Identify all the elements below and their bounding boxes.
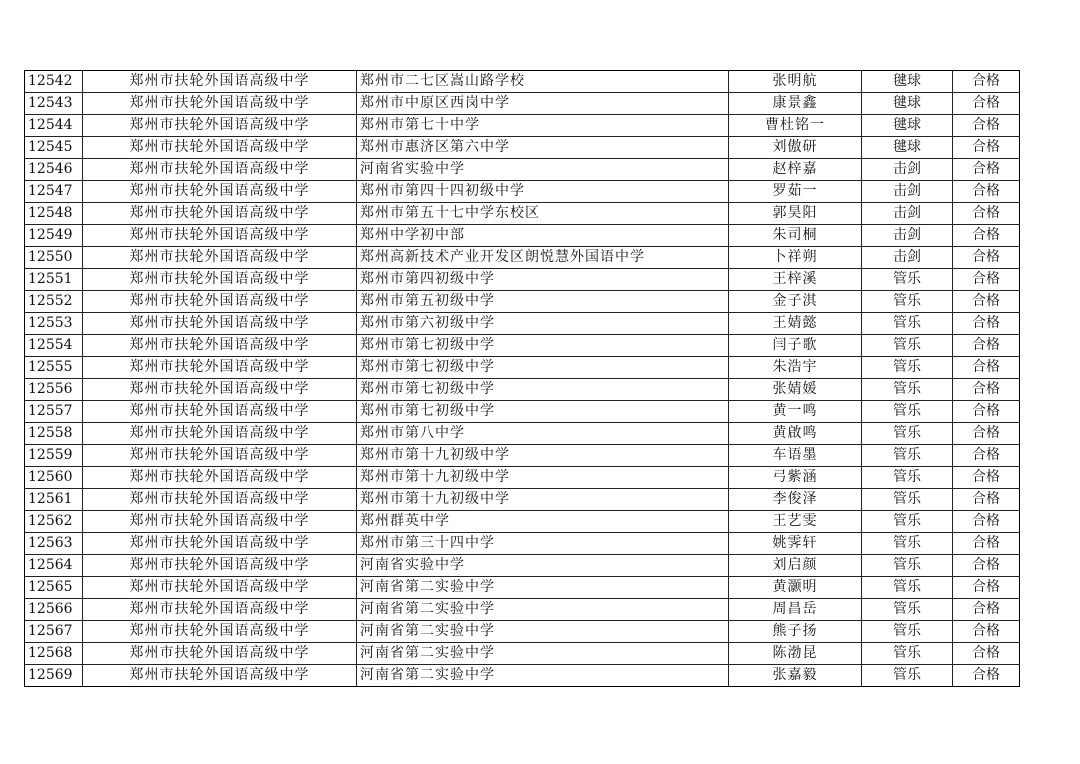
specialty-cell: 管乐	[862, 269, 953, 291]
student-name-cell: 郭昊阳	[729, 203, 862, 225]
specialty-cell: 毽球	[862, 115, 953, 137]
admitting-school-cell: 郑州市扶轮外国语高级中学	[83, 467, 357, 489]
student-id-cell: 12567	[25, 621, 83, 643]
result-cell: 合格	[953, 93, 1020, 115]
table-row	[25, 159, 1020, 181]
student-id-cell: 12556	[25, 379, 83, 401]
origin-school-cell: 河南省实验中学	[357, 159, 729, 181]
origin-school-cell: 郑州市惠济区第六中学	[357, 137, 729, 159]
specialty-cell: 管乐	[862, 445, 953, 467]
result-cell: 合格	[953, 445, 1020, 467]
student-id-cell: 12568	[25, 643, 83, 665]
admitting-school-cell: 郑州市扶轮外国语高级中学	[83, 621, 357, 643]
student-id-cell: 12550	[25, 247, 83, 269]
origin-school-cell: 郑州市第七初级中学	[357, 401, 729, 423]
student-name-cell: 周昌岳	[729, 599, 862, 621]
admitting-school-cell: 郑州市扶轮外国语高级中学	[83, 159, 357, 181]
student-id-cell: 12560	[25, 467, 83, 489]
admitting-school-cell: 郑州市扶轮外国语高级中学	[83, 599, 357, 621]
table-row	[25, 225, 1020, 247]
specialty-cell: 管乐	[862, 423, 953, 445]
specialty-cell: 击剑	[862, 203, 953, 225]
student-name-cell: 曹杜铭一	[729, 115, 862, 137]
admitting-school-cell: 郑州市扶轮外国语高级中学	[83, 247, 357, 269]
student-name-cell: 刘启颜	[729, 555, 862, 577]
student-name-cell: 黄灏明	[729, 577, 862, 599]
student-id-cell: 12548	[25, 203, 83, 225]
table-row	[25, 621, 1020, 643]
table-row	[25, 335, 1020, 357]
table-row	[25, 71, 1020, 93]
student-name-cell: 赵梓嘉	[729, 159, 862, 181]
result-cell: 合格	[953, 71, 1020, 93]
student-id-cell: 12559	[25, 445, 83, 467]
table-row	[25, 489, 1020, 511]
origin-school-cell: 郑州群英中学	[357, 511, 729, 533]
table-row	[25, 269, 1020, 291]
admitting-school-cell: 郑州市扶轮外国语高级中学	[83, 225, 357, 247]
result-cell: 合格	[953, 379, 1020, 401]
table-row	[25, 665, 1020, 687]
origin-school-cell: 河南省第二实验中学	[357, 665, 729, 687]
result-cell: 合格	[953, 555, 1020, 577]
table-row	[25, 203, 1020, 225]
admitting-school-cell: 郑州市扶轮外国语高级中学	[83, 357, 357, 379]
roster-table	[24, 70, 1020, 687]
specialty-cell: 管乐	[862, 357, 953, 379]
student-id-cell: 12562	[25, 511, 83, 533]
origin-school-cell: 河南省第二实验中学	[357, 643, 729, 665]
specialty-cell: 击剑	[862, 247, 953, 269]
origin-school-cell: 郑州市第五初级中学	[357, 291, 729, 313]
admitting-school-cell: 郑州市扶轮外国语高级中学	[83, 181, 357, 203]
origin-school-cell: 郑州市第七初级中学	[357, 379, 729, 401]
specialty-cell: 毽球	[862, 71, 953, 93]
admitting-school-cell: 郑州市扶轮外国语高级中学	[83, 379, 357, 401]
specialty-cell: 管乐	[862, 489, 953, 511]
table-row	[25, 445, 1020, 467]
origin-school-cell: 郑州市第七初级中学	[357, 357, 729, 379]
result-cell: 合格	[953, 511, 1020, 533]
result-cell: 合格	[953, 621, 1020, 643]
specialty-cell: 管乐	[862, 313, 953, 335]
result-cell: 合格	[953, 401, 1020, 423]
specialty-cell: 毽球	[862, 137, 953, 159]
specialty-cell: 管乐	[862, 511, 953, 533]
table-row	[25, 313, 1020, 335]
student-id-cell: 12569	[25, 665, 83, 687]
admitting-school-cell: 郑州市扶轮外国语高级中学	[83, 555, 357, 577]
origin-school-cell: 郑州市第七十中学	[357, 115, 729, 137]
table-row	[25, 401, 1020, 423]
student-name-cell: 闫子歌	[729, 335, 862, 357]
result-cell: 合格	[953, 533, 1020, 555]
specialty-cell: 管乐	[862, 621, 953, 643]
origin-school-cell: 郑州市中原区西岗中学	[357, 93, 729, 115]
student-id-cell: 12554	[25, 335, 83, 357]
admitting-school-cell: 郑州市扶轮外国语高级中学	[83, 137, 357, 159]
student-id-cell: 12544	[25, 115, 83, 137]
student-id-cell: 12543	[25, 93, 83, 115]
table-row	[25, 357, 1020, 379]
origin-school-cell: 郑州中学初中部	[357, 225, 729, 247]
specialty-cell: 管乐	[862, 643, 953, 665]
student-name-cell: 王艺雯	[729, 511, 862, 533]
admitting-school-cell: 郑州市扶轮外国语高级中学	[83, 71, 357, 93]
student-name-cell: 弓紫涵	[729, 467, 862, 489]
admitting-school-cell: 郑州市扶轮外国语高级中学	[83, 401, 357, 423]
student-id-cell: 12542	[25, 71, 83, 93]
admitting-school-cell: 郑州市扶轮外国语高级中学	[83, 93, 357, 115]
admitting-school-cell: 郑州市扶轮外国语高级中学	[83, 269, 357, 291]
admitting-school-cell: 郑州市扶轮外国语高级中学	[83, 533, 357, 555]
table-row	[25, 511, 1020, 533]
specialty-cell: 管乐	[862, 401, 953, 423]
student-id-cell: 12566	[25, 599, 83, 621]
student-name-cell: 罗茹一	[729, 181, 862, 203]
student-id-cell: 12555	[25, 357, 83, 379]
origin-school-cell: 郑州市第十九初级中学	[357, 445, 729, 467]
result-cell: 合格	[953, 203, 1020, 225]
result-cell: 合格	[953, 489, 1020, 511]
admitting-school-cell: 郑州市扶轮外国语高级中学	[83, 445, 357, 467]
result-cell: 合格	[953, 291, 1020, 313]
admitting-school-cell: 郑州市扶轮外国语高级中学	[83, 665, 357, 687]
student-name-cell: 熊子扬	[729, 621, 862, 643]
specialty-cell: 管乐	[862, 555, 953, 577]
specialty-cell: 管乐	[862, 291, 953, 313]
table-row	[25, 423, 1020, 445]
student-id-cell: 12558	[25, 423, 83, 445]
student-id-cell: 12561	[25, 489, 83, 511]
result-cell: 合格	[953, 599, 1020, 621]
origin-school-cell: 郑州市二七区嵩山路学校	[357, 71, 729, 93]
origin-school-cell: 郑州市第十九初级中学	[357, 489, 729, 511]
student-id-cell: 12551	[25, 269, 83, 291]
result-cell: 合格	[953, 313, 1020, 335]
specialty-cell: 管乐	[862, 665, 953, 687]
result-cell: 合格	[953, 665, 1020, 687]
specialty-cell: 毽球	[862, 93, 953, 115]
origin-school-cell: 河南省第二实验中学	[357, 599, 729, 621]
student-name-cell: 康景鑫	[729, 93, 862, 115]
admitting-school-cell: 郑州市扶轮外国语高级中学	[83, 643, 357, 665]
student-id-cell: 12546	[25, 159, 83, 181]
student-name-cell: 张嘉毅	[729, 665, 862, 687]
result-cell: 合格	[953, 269, 1020, 291]
student-id-cell: 12564	[25, 555, 83, 577]
student-name-cell: 卜祥朔	[729, 247, 862, 269]
specialty-cell: 管乐	[862, 335, 953, 357]
student-id-cell: 12552	[25, 291, 83, 313]
student-id-cell: 12545	[25, 137, 83, 159]
origin-school-cell: 河南省第二实验中学	[357, 577, 729, 599]
result-cell: 合格	[953, 357, 1020, 379]
result-cell: 合格	[953, 115, 1020, 137]
origin-school-cell: 郑州市第三十四中学	[357, 533, 729, 555]
roster-body	[25, 71, 1020, 687]
result-cell: 合格	[953, 137, 1020, 159]
table-row	[25, 555, 1020, 577]
table-row	[25, 643, 1020, 665]
result-cell: 合格	[953, 577, 1020, 599]
student-name-cell: 黄啟鸣	[729, 423, 862, 445]
student-name-cell: 刘傲研	[729, 137, 862, 159]
table-row	[25, 247, 1020, 269]
table-row	[25, 137, 1020, 159]
admitting-school-cell: 郑州市扶轮外国语高级中学	[83, 335, 357, 357]
table-row	[25, 577, 1020, 599]
admitting-school-cell: 郑州市扶轮外国语高级中学	[83, 203, 357, 225]
admitting-school-cell: 郑州市扶轮外国语高级中学	[83, 489, 357, 511]
specialty-cell: 管乐	[862, 599, 953, 621]
table-row	[25, 599, 1020, 621]
result-cell: 合格	[953, 181, 1020, 203]
student-id-cell: 12563	[25, 533, 83, 555]
origin-school-cell: 郑州市第四十四初级中学	[357, 181, 729, 203]
admitting-school-cell: 郑州市扶轮外国语高级中学	[83, 115, 357, 137]
origin-school-cell: 郑州市第八中学	[357, 423, 729, 445]
origin-school-cell: 河南省第二实验中学	[357, 621, 729, 643]
origin-school-cell: 郑州市第七初级中学	[357, 335, 729, 357]
specialty-cell: 管乐	[862, 467, 953, 489]
result-cell: 合格	[953, 335, 1020, 357]
admitting-school-cell: 郑州市扶轮外国语高级中学	[83, 577, 357, 599]
origin-school-cell: 郑州市第六初级中学	[357, 313, 729, 335]
admitting-school-cell: 郑州市扶轮外国语高级中学	[83, 313, 357, 335]
specialty-cell: 击剑	[862, 159, 953, 181]
table-row	[25, 291, 1020, 313]
origin-school-cell: 郑州高新技术产业开发区朗悦慧外国语中学	[357, 247, 729, 269]
student-name-cell: 黄一鸣	[729, 401, 862, 423]
student-id-cell: 12547	[25, 181, 83, 203]
table-row	[25, 533, 1020, 555]
result-cell: 合格	[953, 225, 1020, 247]
specialty-cell: 管乐	[862, 533, 953, 555]
origin-school-cell: 郑州市第十九初级中学	[357, 467, 729, 489]
student-name-cell: 张明航	[729, 71, 862, 93]
specialty-cell: 管乐	[862, 379, 953, 401]
student-name-cell: 王婧懿	[729, 313, 862, 335]
student-name-cell: 车语墨	[729, 445, 862, 467]
table-row	[25, 115, 1020, 137]
specialty-cell: 击剑	[862, 181, 953, 203]
result-cell: 合格	[953, 423, 1020, 445]
origin-school-cell: 郑州市第四初级中学	[357, 269, 729, 291]
student-id-cell: 12549	[25, 225, 83, 247]
result-cell: 合格	[953, 159, 1020, 181]
table-row	[25, 467, 1020, 489]
result-cell: 合格	[953, 467, 1020, 489]
student-name-cell: 朱司桐	[729, 225, 862, 247]
student-name-cell: 张婧媛	[729, 379, 862, 401]
table-row	[25, 93, 1020, 115]
origin-school-cell: 郑州市第五十七中学东校区	[357, 203, 729, 225]
specialty-cell: 击剑	[862, 225, 953, 247]
student-name-cell: 朱浩宇	[729, 357, 862, 379]
origin-school-cell: 河南省实验中学	[357, 555, 729, 577]
student-name-cell: 陈渤昆	[729, 643, 862, 665]
student-name-cell: 李俊泽	[729, 489, 862, 511]
specialty-cell: 管乐	[862, 577, 953, 599]
admitting-school-cell: 郑州市扶轮外国语高级中学	[83, 511, 357, 533]
student-id-cell: 12553	[25, 313, 83, 335]
student-id-cell: 12565	[25, 577, 83, 599]
roster-sheet	[24, 70, 1019, 687]
table-row	[25, 379, 1020, 401]
result-cell: 合格	[953, 643, 1020, 665]
admitting-school-cell: 郑州市扶轮外国语高级中学	[83, 423, 357, 445]
student-name-cell: 王梓溪	[729, 269, 862, 291]
student-name-cell: 金子淇	[729, 291, 862, 313]
admitting-school-cell: 郑州市扶轮外国语高级中学	[83, 291, 357, 313]
student-name-cell: 姚霁轩	[729, 533, 862, 555]
table-row	[25, 181, 1020, 203]
result-cell: 合格	[953, 247, 1020, 269]
student-id-cell: 12557	[25, 401, 83, 423]
